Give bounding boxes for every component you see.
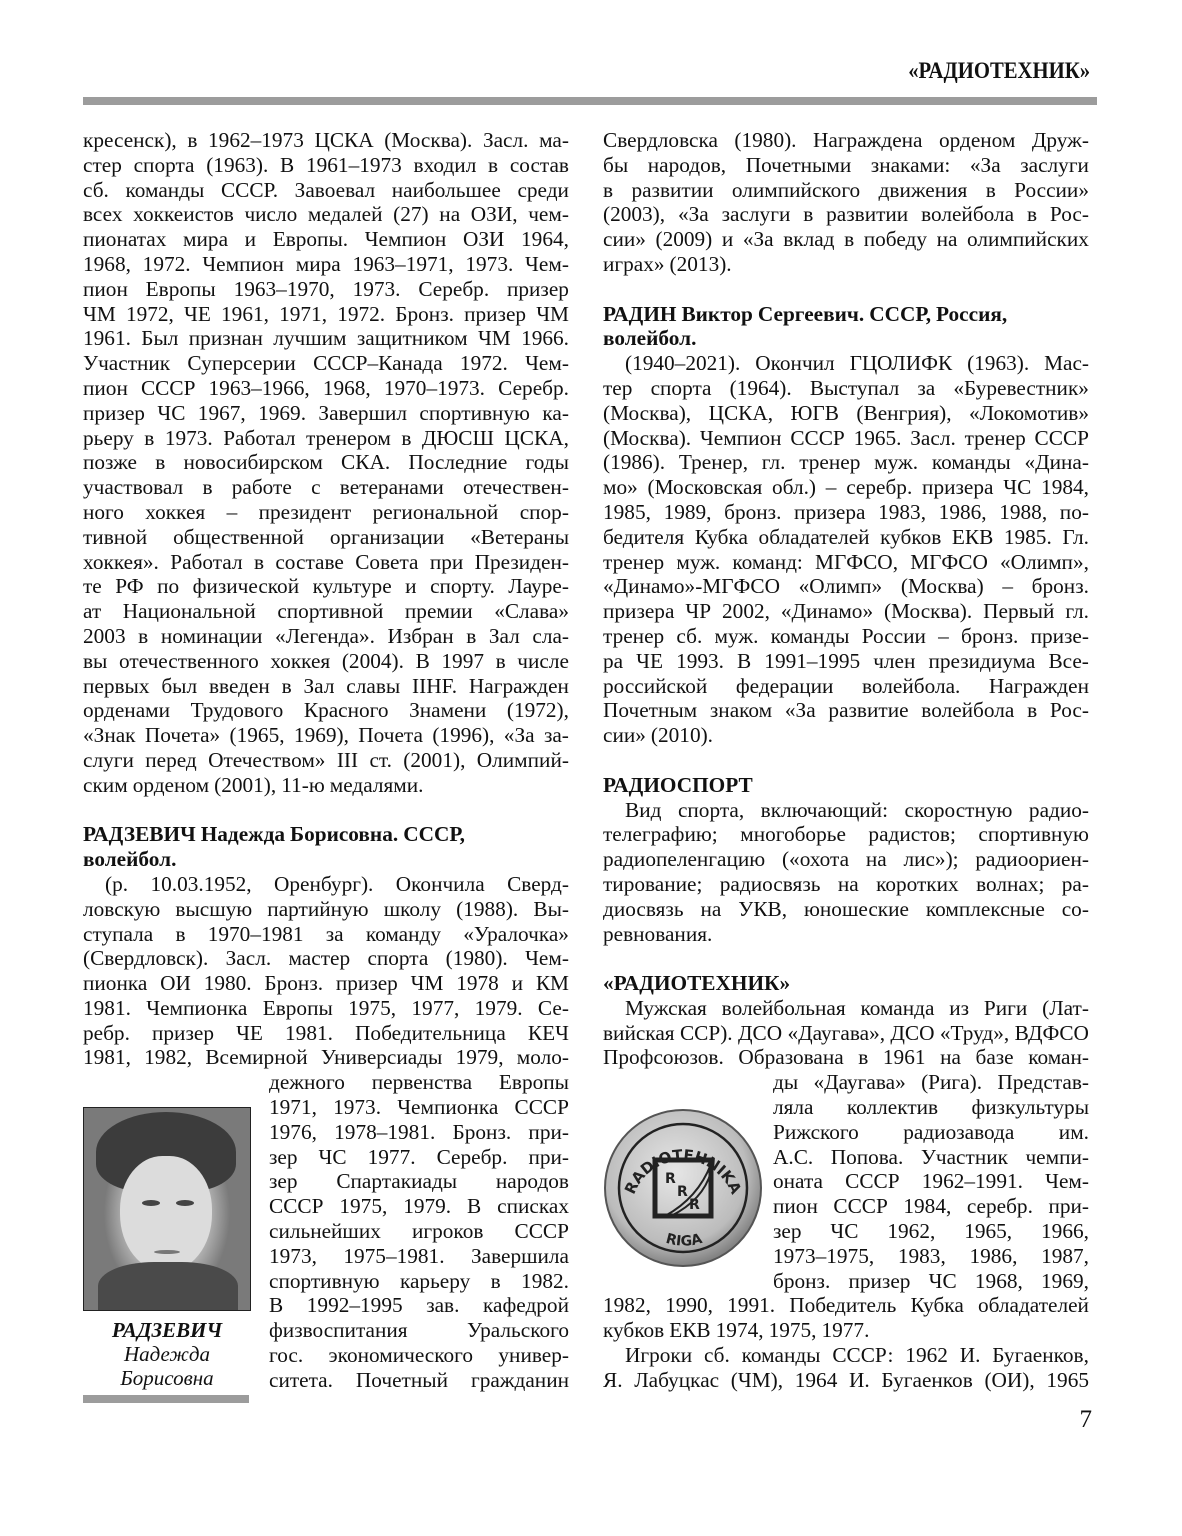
body-line: диосвязь на УКВ, юношеские комплексные со- [603, 896, 1089, 921]
body-line: (Москва), ЦСКА, ЮГВ (Венгрия), «Локомотив» [603, 400, 1089, 425]
body-line: мо» (Московская обл.) – серебр. призера ЧС 1984, [603, 475, 1089, 500]
body-line: радиопеленгацию («охота на лис»); радиоориен- [603, 847, 1089, 872]
body-line: кресенск), в 1962–1973 ЦСКА (Москва). Засл. ма- [83, 128, 569, 152]
body-line: ного хоккея – президент региональной спор- [83, 499, 569, 524]
body-line: рьеру в 1973. Работал тренером в ДЮСШ ЦСКА, [83, 425, 569, 450]
body-line: пион СССР 1984, серебр. при- [773, 1194, 1089, 1219]
body-line: Почетным знаком «За развитие волейбола в Рос- [603, 698, 1089, 723]
body-line: хоккея». Работал в составе Совета при Президен- [83, 549, 569, 574]
body-line: ат Национальной спортивной премии «Слава» [83, 599, 569, 624]
body-line: «Динамо»-МГФСО «Олимп» (Москва) – бронз. [603, 574, 1089, 599]
body-line: (Свердловск). Засл. мастер спорта (1980). Чем- [83, 946, 569, 971]
body-line: в развитии олимпийского движения в России» [603, 177, 1089, 202]
body-line: зер ЧС 1962, 1965, 1966, [773, 1219, 1089, 1244]
caption-surname: РАДЗЕВИЧ [111, 1318, 223, 1342]
body-line: гос. экономического универ- [269, 1343, 569, 1368]
body-line: призер ЧС 1967, 1969. Завершил спортивную ка- [83, 400, 569, 425]
entry-heading-line: волейбол. [603, 326, 697, 351]
body-line: (1986). Тренер, гл. тренер муж. команды «Дина- [603, 450, 1089, 475]
body-line: бронз. призер ЧС 1968, 1969, [773, 1268, 1089, 1293]
body-line: Игроки сб. команды СССР: 1962 И. Бугаенков, [625, 1343, 1089, 1368]
body-line: (2003), «За заслуги в развитии волейбола в Рос- [603, 202, 1089, 227]
body-line: 1982, 1990, 1991. Победитель Кубка обладателей [603, 1293, 1089, 1318]
body-line: ра ЧЕ 1993. В 1991–1995 член президиума Все- [603, 648, 1089, 673]
entry-heading-line: РАДИН Виктор Сергеевич. СССР, Россия, [603, 301, 1008, 326]
body-line: позже в новосибирском СКА. Последние годы [83, 450, 569, 475]
portrait-photo [83, 1107, 251, 1311]
body-line: Свердловска (1980). Награждена орденом Друж- [603, 128, 1089, 152]
body-line: ревнования. [603, 921, 713, 946]
body-line: В 1992–1995 зав. кафедрой [269, 1293, 569, 1318]
body-line: Я. Лабуцкас (ЧМ), 1964 И. Бугаенков (ОИ), 1965 [603, 1367, 1089, 1392]
body-line: тренер сб. муж. команды России – бронз. призе- [603, 623, 1089, 648]
body-line: ляла коллектив физкультуры [773, 1095, 1089, 1120]
body-line: вы отечественного хоккея (2004). В 1997 в числе [83, 648, 569, 673]
spacer [603, 946, 1089, 971]
body-line: ступала в 1970–1981 за команду «Уралочка» [83, 921, 569, 946]
body-line: А.С. Попова. Участник чемпи- [773, 1144, 1089, 1169]
badge-letter: R [665, 1171, 676, 1187]
caption-rule [83, 1395, 249, 1403]
body-line: российской федерации волейбола. Награжден [603, 673, 1089, 698]
body-line: физвоспитания Уральского [269, 1318, 569, 1343]
body-line: тренер муж. команд: МГФСО, МГФСО «Олимп», [603, 549, 1089, 574]
body-line: Мужская волейбольная команда из Риги (Лат- [625, 995, 1089, 1020]
body-line: зер ЧС 1977. Серебр. при- [269, 1144, 569, 1169]
body-line: СССР 1975, 1979. В списках [269, 1194, 569, 1219]
body-line: слуги перед Отечеством» III ст. (2001), Олимпий- [83, 747, 569, 772]
body-line: участвовал в работе с ветеранами отечествен- [83, 475, 569, 500]
body-line: те РФ по физической культуре и спорту. Лауре- [83, 574, 569, 599]
badge-bottom-text: RIGA [664, 1230, 704, 1250]
body-line: Рижского радиозавода им. [773, 1119, 1089, 1144]
body-line: зер Спартакиады народов [269, 1169, 569, 1194]
body-line: ребр. призер ЧЕ 1981. Победительница КЕЧ [83, 1020, 569, 1045]
body-line: ЧМ 1972, ЧЕ 1961, 1971, 1972. Бронз. призер ЧМ [83, 301, 569, 326]
body-line: пионка ОИ 1980. Бронз. призер ЧМ 1978 и КМ [83, 971, 569, 996]
entry-heading-line: волейбол. [83, 847, 177, 872]
body-line: 1981, 1982, Всемирной Универсиады 1979, моло- [83, 1045, 569, 1070]
body-line: 2003 в номинации «Легенда». Избран в Зал сла- [83, 623, 569, 648]
body-line: пион Европы 1963–1970, 1973. Серебр. призер [83, 276, 569, 301]
photo-sweater [98, 1262, 238, 1311]
photo-eye [142, 1200, 160, 1206]
badge-letter: R [689, 1197, 700, 1213]
body-line: Вид спорта, включающий: скоростную радио- [625, 797, 1089, 822]
caption-patronymic: Борисовна [120, 1366, 214, 1390]
page-number: 7 [1079, 1406, 1092, 1433]
body-line: ловскую высшую партийную школу (1988). Вы- [83, 896, 569, 921]
body-line: первых был введен в Зал славы IIHF. Награжден [83, 673, 569, 698]
body-line: спортивную карьеру в 1982. [269, 1268, 569, 1293]
body-line: (Москва). Чемпион СССР 1965. Засл. тренер СССР [603, 425, 1089, 450]
photo-mouth [154, 1250, 180, 1254]
entry-heading-line: РАДИОСПОРТ [603, 772, 753, 797]
spacer [603, 277, 1089, 302]
body-line: 1973–1975, 1983, 1986, 1987, [773, 1243, 1089, 1268]
body-line: тивной общественной организации «Ветераны [83, 524, 569, 549]
body-line: ситета. Почетный гражданин [269, 1367, 569, 1392]
spacer [603, 748, 1089, 773]
badge-letter: R [677, 1184, 688, 1200]
body-line: тер спорта (1964). Выступал за «Буревестник» [603, 375, 1089, 400]
body-line: сильнейших игроков СССР [269, 1219, 569, 1244]
body-line: всех хоккеистов число медалей (27) на ОЗИ, чем- [83, 202, 569, 227]
body-line: Профсоюзов. Образована в 1961 на базе коман- [603, 1045, 1089, 1070]
radiotehnika-badge-icon [603, 1108, 763, 1268]
body-line: вийская ССР). ДСО «Даугава», ДСО «Труд», ВДФСО [603, 1020, 1089, 1045]
body-line: пионатах мира и Европы. Чемпион ОЗИ 1964, [83, 227, 569, 252]
body-line: сии» (2010). [603, 723, 714, 748]
body-line: ским орденом (2001), 11-ю медалями. [83, 772, 424, 797]
body-line: бедителя Кубка обладателей кубков ЕКВ 1985. Гл. [603, 524, 1089, 549]
body-line: стер спорта (1963). В 1961–1973 входил в состав [83, 152, 569, 177]
body-line: (р. 10.03.1952, Оренбург). Окончила Сверд- [105, 871, 569, 896]
body-line: сии» (2009) и «За вклад в победу на олимпийских [603, 227, 1089, 252]
spacer [83, 798, 569, 823]
photo-eye [176, 1200, 194, 1206]
body-line: ды «Даугава» (Рига). Представ- [773, 1070, 1089, 1095]
body-line: (1940–2021). Окончил ГЦОЛИФК (1963). Мас- [625, 351, 1089, 376]
body-line: 1968, 1972. Чемпион мира 1963–1971, 1973. Чем- [83, 251, 569, 276]
running-head: «РАДИОТЕХНИК» [908, 58, 1090, 83]
badge-top-text: RADIOTEHNIKA [620, 1146, 746, 1197]
body-line: 1985, 1989, бронз. призера 1983, 1986, 1988, по- [603, 499, 1089, 524]
body-line: пион СССР 1963–1966, 1968, 1970–1973. Серебр. [83, 375, 569, 400]
body-line: призера ЧР 2002, «Динамо» (Москва). Первый гл. [603, 599, 1089, 624]
body-line: телеграфию; многоборье радистов; спортивную [603, 822, 1089, 847]
body-line: 1981. Чемпионка Европы 1975, 1977, 1979. Се- [83, 995, 569, 1020]
body-line: дежного первенства Европы [269, 1070, 569, 1095]
svg-text:RIGA [664, 1231, 704, 1250]
body-line: играх» (2013). [603, 251, 732, 276]
photo-caption [83, 1318, 251, 1390]
body-line: оната СССР 1962–1991. Чем- [773, 1169, 1089, 1194]
photo-face [120, 1156, 212, 1272]
body-line: тирование; радиосвязь на коротких волнах; ра- [603, 871, 1089, 896]
body-line: Участник Суперсерии СССР–Канада 1972. Чем- [83, 351, 569, 376]
body-line: орденами Трудового Красного Знамени (1972), [83, 698, 569, 723]
header-rule [83, 97, 1097, 105]
body-line: сб. команды СССР. Завоевал наибольшее среди [83, 177, 569, 202]
entry-heading-line: РАДЗЕВИЧ Надежда Борисовна. СССР, [83, 822, 465, 847]
caption-first-name: Надежда [124, 1342, 210, 1366]
body-line: «Знак Почета» (1965, 1969), Почета (1996), «За за- [83, 723, 569, 748]
body-line: 1976, 1978–1981. Бронз. при- [269, 1119, 569, 1144]
entry-heading-line: «РАДИОТЕХНИК» [603, 971, 791, 996]
body-line: 1971, 1973. Чемпионка СССР [269, 1095, 569, 1120]
body-line: бы народов, Почетными знаками: «За заслуги [603, 152, 1089, 177]
body-line: 1973, 1975–1981. Завершила [269, 1243, 569, 1268]
body-line: кубков ЕКВ 1974, 1975, 1977. [603, 1318, 870, 1343]
body-line: 1961. Был признан лучшим защитником ЧМ 1966. [83, 326, 569, 351]
